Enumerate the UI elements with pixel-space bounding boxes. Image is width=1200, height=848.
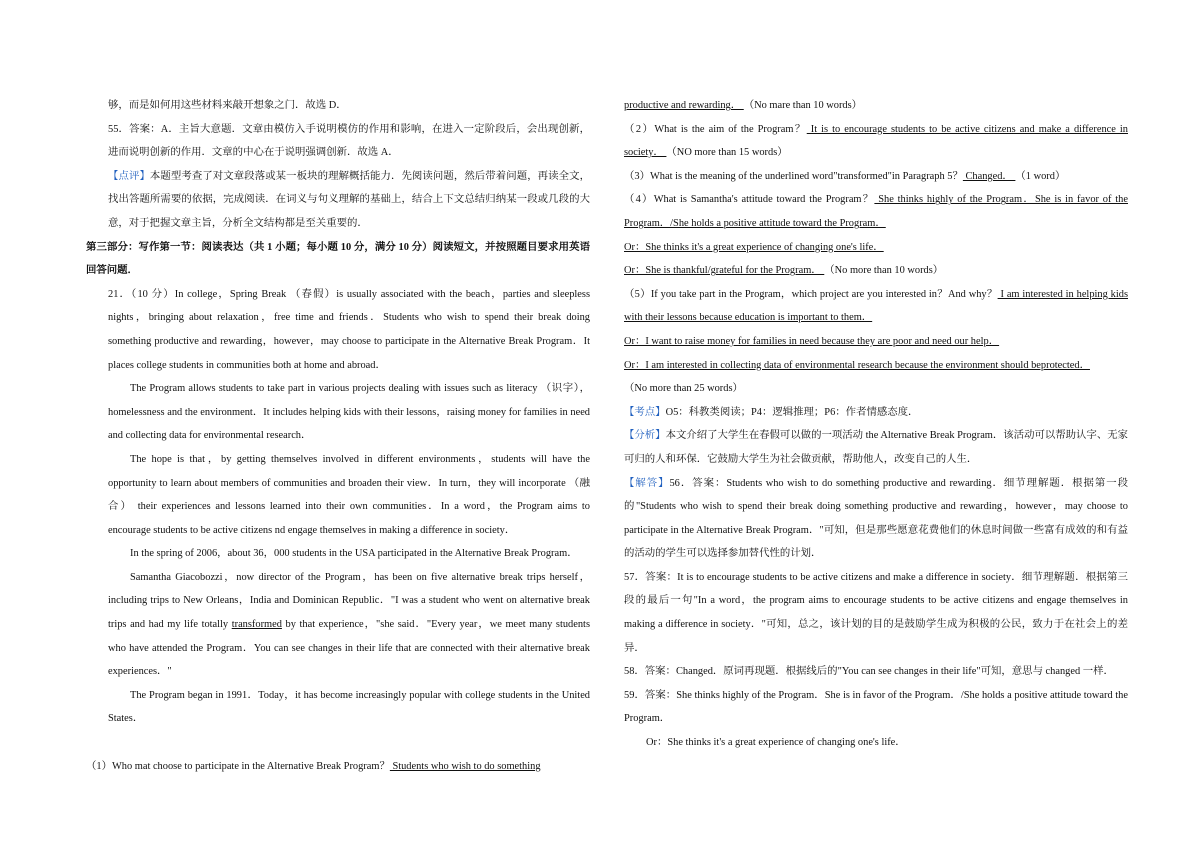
word-limit: （NO more than 15 words） xyxy=(666,147,788,159)
answer-text: productive and rewarding． xyxy=(624,100,744,111)
comment-text: 本题型考查了对文章段落或某一板块的理解概括能力．先阅读问题，然后带着问题，再读全文，找出答题所需要的依据，完成阅读．在词义与句义理解的基础上，结合上下文总结归纳某一段或几段的大意，对于把握文章主旨，分析全文结构都是至关重要的． xyxy=(108,170,590,229)
right-column xyxy=(624,94,1128,755)
passage-paragraph-2: The Program allows students to take part in various projects dealing with issues such as literacy （识字），homelessness and the environment．It includes helping kids with their lessons，raising money for families in need and collecting data for environmental research． xyxy=(108,383,590,442)
spacer xyxy=(86,731,590,755)
answer-59-alt: Or：She thinks it's a great experience of changing one's life． xyxy=(646,737,906,749)
question-5 xyxy=(624,283,1128,330)
answer-alt xyxy=(624,330,1128,354)
question-text: （2）What is the aim of the Program？ xyxy=(624,123,807,135)
passage-paragraph-6: The Program began in 1991．Today，it has become increasingly popular with college students in the United States． xyxy=(108,689,590,725)
word-limit: （No more than 25 words） xyxy=(624,383,743,395)
answer-text: Or：I am interested in collecting data of environmental research because the environment should beprotected． xyxy=(624,359,1090,371)
analysis-paragraph xyxy=(624,424,1128,471)
solution-tag: 【解答】 xyxy=(624,477,670,489)
answer-text: It is to encourage students to be active citizens and make a difference in society． xyxy=(624,123,1128,159)
section-heading: 第三部分：写作第一节：阅读表达（共 1 小题；每小题 10 分，满分 10 分）阅读短文，并按照题目要求用英语回答问题． xyxy=(86,241,590,277)
question-4 xyxy=(624,188,1128,235)
kaodian-text: O5：科教类阅读；P4：逻辑推理；P6：作者情感态度． xyxy=(665,406,919,418)
comment-paragraph xyxy=(86,165,590,236)
analysis-text: 本文介绍了大学生在春假可以做的一项活动 the Alternative Break Program．该活动可以帮助认字、无家可归的人和环保．它鼓励大学生为社会做贡献，帮助他人，改变自己的人生． xyxy=(624,430,1129,465)
answer-text: She thinks highly of the Program．She is in favor of the Program．/She holds a positive attitude toward the Program． xyxy=(624,194,1128,229)
answer-text: I am interested in helping kids with their lessons because education is important to them． xyxy=(624,288,1128,324)
question-text: （3）What is the meaning of the underlined word"transformed"in Paragraph 5？ xyxy=(624,170,963,182)
question-text: （4）What is Samantha's attitude toward the Program？ xyxy=(624,194,875,206)
answer-text: Or：She thinks it's a great experience of changing one's life． xyxy=(624,241,884,253)
word-limit: （No more than 10 words） xyxy=(824,265,944,277)
underlined-word: transformed xyxy=(231,619,282,631)
question-text: （1）Who mat choose to participate in the Alternative Break Program？ xyxy=(86,761,390,773)
text: Samantha Giacobozzi，now director of the Program，has been on five alternative break trips herself，including trips to New Orleans，India and Dominican Republic．"I was a student who went on alternative break trips and had my life totally xyxy=(108,571,590,631)
question-3 xyxy=(624,165,1128,189)
passage-paragraph-1: 21．（10 分）In college，Spring Break （春假）is usually associated with the beach，parties and sleepless nights，bringing about relaxation，free time and friends．Students who wish to spend their break doing something productive and rewarding，however，may choose to participate in the Alternative Break Program．It places college students in communities both at home and abroad． xyxy=(108,288,590,371)
paragraph: 够，而是如何用这些材料来敲开想象之门．故选 D． xyxy=(108,100,347,111)
kaodian-tag: 【考点】 xyxy=(624,406,666,418)
question-text: （5）If you take part in the Program，which project are you interested in？And why？ xyxy=(624,288,998,300)
comment-tag: 【点评】 xyxy=(108,170,150,182)
kaodian-paragraph xyxy=(624,401,1128,425)
answer-text: Students who wish to do something xyxy=(389,761,541,773)
answer-alt xyxy=(624,259,1128,283)
answer-57: 57．答案：It is to encourage students to be active citizens and make a difference in society．细节理解题．根据第三段的最后一句"In a word，the program aims to encourage students to be active citizens and engage themselves in making a difference in society．"可知，总之，该计划的目的是鼓励学生成为积极的公民，致力于在社会上的差异． xyxy=(624,571,1128,654)
answer-text: Changed． xyxy=(962,170,1016,182)
text: by that experience，"she said．"Every year，we meet many students who have attended the Program．You can see changes in their life that are connected with their alternative break experiences．" xyxy=(108,619,590,678)
answer-text: Or：I want to raise money for families in need because they are poor and need our help． xyxy=(624,335,1000,347)
question-2 xyxy=(624,118,1128,165)
passage-paragraph-5 xyxy=(86,566,590,684)
solution-paragraph xyxy=(624,472,1128,566)
word-limit: （1 word） xyxy=(1015,170,1066,182)
answer-alt xyxy=(624,354,1128,378)
analysis-tag: 【分析】 xyxy=(624,430,666,442)
passage-paragraph-4: In the spring of 2006，about 36，000 students in the USA participated in the Alternative Break Program． xyxy=(130,548,578,560)
word-limit: （No mare than 10 words） xyxy=(743,100,863,111)
solution-text: 56．答案：Students who wish to do something productive and rewarding．细节理解题．根据第一段的"Students who wish to spend their break doing something productive and rewarding，however，may choose to participate in the Alternative Break Program．"可知，但是那些愿意花费他们的休息时间做一些富有成效的和有益的活动的学生可以选择参加替代性的计划． xyxy=(624,477,1129,560)
answer-text: Or：She is thankful/grateful for the Program． xyxy=(624,265,825,277)
question-1 xyxy=(86,755,590,779)
answer-58: 58．答案：Changed．原词再现题．根据线后的"You can see changes in their life"可知，意思与 changed 一样． xyxy=(624,666,1114,678)
answer-59: 59．答案：She thinks highly of the Program．She is in favor of the Program．/She holds a positive attitude toward the Program． xyxy=(624,689,1128,725)
passage-paragraph-3: The hope is that，by getting themselves involved in different environments，students will have the opportunity to learn about members of communities and broaden their view．In turn，they will incorporate （融合） their experiences and lessons learned into their own communities．In a word，the Program aims to encourage students to be active citizens nd engage themselves in making a difference in society． xyxy=(108,453,590,536)
answer-1-cont xyxy=(624,94,1128,118)
answer-55: 55．答案：A．主旨大意题．文章由模仿入手说明模仿的作用和影响，在进入一定阶段后，会出现创新，进而说明创新的作用．文章的中心在于说明强调创新．故选 A． xyxy=(108,123,590,159)
answer-alt xyxy=(624,236,1128,260)
left-column xyxy=(86,94,590,779)
